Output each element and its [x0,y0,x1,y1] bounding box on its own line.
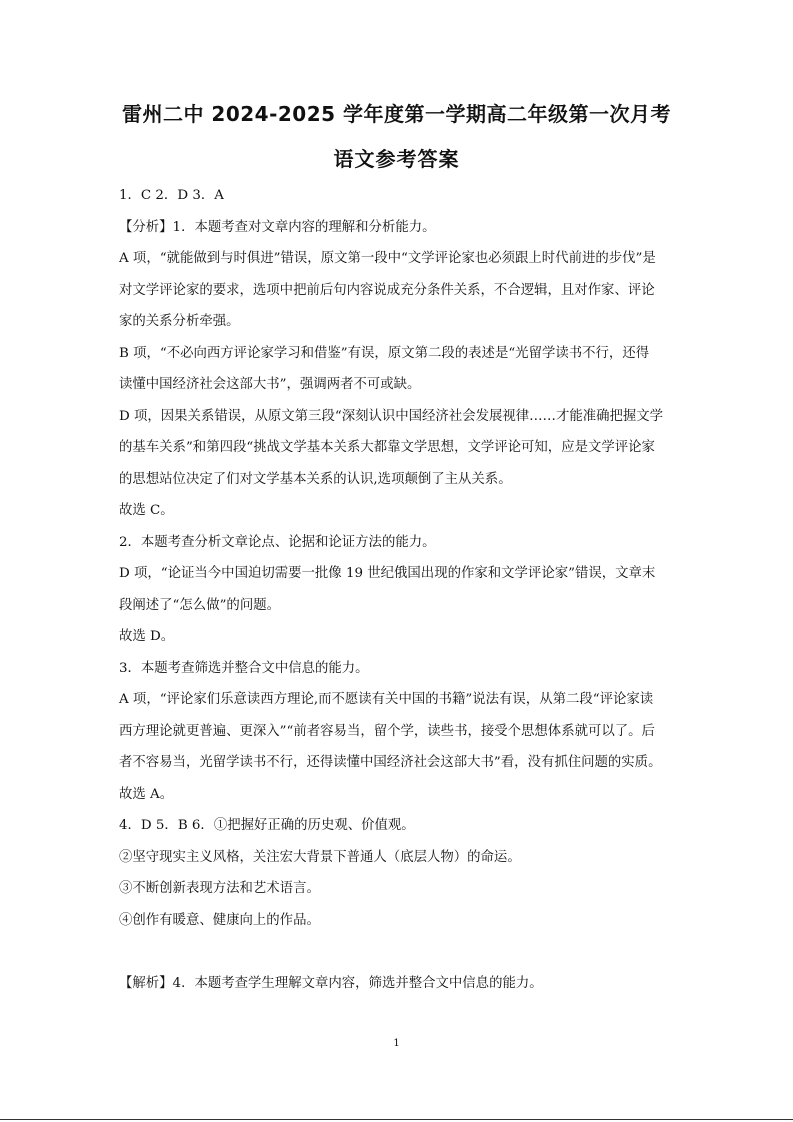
document-title: 雷州二中 2024-2025 学年度第一学期高二年级第一次月考 [121,102,672,126]
bottom-divider [0,1119,793,1120]
answer-line: ④创作有暖意、健康向上的作品。 [119,912,320,928]
answer-line: 故选 A。 [119,786,174,802]
answer-line: 故选 C。 [119,503,174,518]
answer-line: 4．D 5．B 6．①把握好正确的历史观、价值观。 [119,818,415,833]
answer-line: B 项，“不必向西方评论家学习和借鉴”有误，原文第二段的表述是“光留学读书不行，还得 [119,345,650,361]
answer-line: 对文学评论家的要求，选项中把前后句内容说成充分条件关系，不合逻辑，且对作家、评论 [119,282,655,298]
answer-line: 的思想站位决定了们对文学基本关系的认识,选项颠倒了主从关系。 [119,471,512,487]
document-subtitle: 语文参考答案 [333,147,460,171]
answer-line: ②坚守现实主义风格，关注宏大背景下普通人（底层人物）的命运。 [119,849,521,865]
answer-line: 2．本题考查分析文章论点、论据和论证方法的能力。 [119,534,436,550]
blank-line [119,936,679,968]
page-number: 1 [393,1038,400,1049]
answer-line: 者不容易当，光留学读书不行，还得读懂中国经济社会这部大书”看，没有抓住问题的实质。 [119,755,662,770]
answer-line: 段阐述了“怎么做”的问题。 [119,597,280,613]
answer-body [119,180,679,999]
answer-line: 读懂中国经济社会这部大书”，强调两者不可或缺。 [119,377,421,392]
answer-line: 故选 D。 [119,629,175,644]
answer-line: 3．本题考查筛选并整合文中信息的能力。 [119,660,369,676]
answer-line: A 项，“评论家们乐意读西方理论,而不愿读有关中国的书籍”说法有误，从第二段“评论家读 [119,692,654,707]
answer-line: 西方理论就更普遍、更深入”“前者容易当，留个学，读些书，接受个思想体系就可以了。后 [119,723,655,739]
answer-line: 1．C 2．D 3．A [119,188,224,203]
answer-line: D 项，因果关系错误，从原文第三段“深刻认识中国经济社会发展视律……才能准确把握文学 [119,408,664,424]
answer-line: 的基车关系”和第四段“挑战文学基本关系大都靠文学思想，文学评论可知，应是文学评论家 [119,440,655,455]
answer-line: ③不断创新表现方法和艺术语言。 [119,881,320,896]
answer-line: A 项，“就能做到与时俱进”错误，原文第一段中“文学评论家也必须跟上时代前进的步伐”是 [119,251,656,266]
answer-line: 【解析】4．本题考查学生理解文章内容，筛选并整合文中信息的能力。 [119,975,543,991]
answer-line: 【分析】1．本题考查对文章内容的理解和分析能力。 [119,219,436,235]
answer-line: D 项，“论证当今中国迫切需要一批像 19 世纪俄国出现的作家和文学评论家”错误，文章末 [119,566,656,581]
answer-line: 家的关系分析牵强。 [119,314,240,329]
